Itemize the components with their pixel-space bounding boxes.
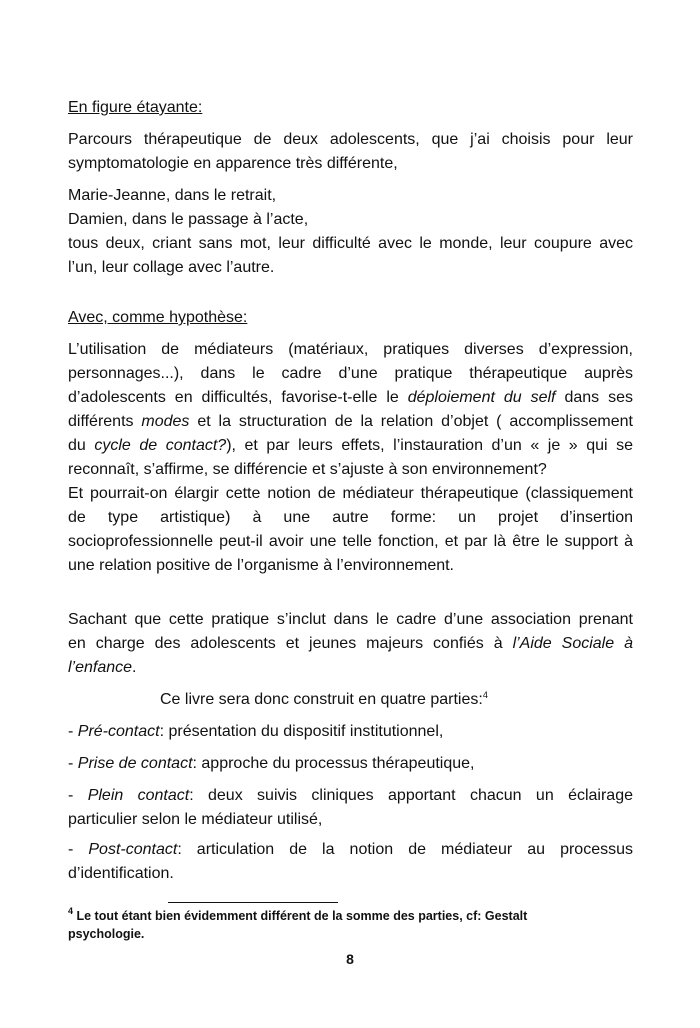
text-segment: - (68, 841, 89, 858)
italic-text: modes (141, 413, 190, 430)
text-segment: de type artistique) à une autre forme: un projet d’insertion (68, 509, 633, 526)
section-heading: Avec, comme hypothèse: (68, 309, 248, 326)
text-segment: : présentation du dispositif institutionnel, (159, 723, 444, 740)
text-line (68, 839, 633, 861)
text-segment: une relation positive de l’organisme à l’environnement. (68, 557, 454, 574)
italic-text: cycle de contact? (94, 437, 227, 454)
text-line (68, 609, 633, 631)
text-segment: Marie-Jeanne, dans le retrait, (68, 187, 277, 204)
text-line (68, 507, 633, 529)
text-line (68, 129, 633, 151)
italic-text: déploiement du self (407, 389, 556, 406)
text-line (68, 483, 633, 505)
text-line (68, 153, 398, 175)
text-segment: particulier selon le médiateur utilisé, (68, 811, 323, 828)
text-segment: et la structuration de la relation d’objet ( accomplissement (189, 413, 633, 430)
text-line (68, 863, 174, 885)
text-line (68, 97, 202, 119)
text-segment: - (68, 787, 88, 804)
text-segment: d’identification. (68, 865, 174, 882)
text-segment: Parcours thérapeutique de deux adolescents, que j’ai choisis pour leur (68, 131, 633, 148)
text-segment: l’un, leur collage avec l’autre. (68, 259, 275, 276)
text-segment: : approche du processus thérapeutique, (192, 755, 475, 772)
text-segment: Ce livre sera donc construit en quatre parties: (160, 691, 483, 708)
text-segment: Le tout étant bien évidemment différent de la somme des parties, cf: Gestalt (73, 909, 528, 923)
text-line (68, 721, 443, 743)
text-segment: . (132, 659, 137, 676)
text-segment: du (68, 437, 95, 454)
footnote-line (68, 907, 527, 925)
text-line (68, 753, 474, 775)
text-segment: Sachant que cette pratique s’inclut dans le cadre d’une association prenant (68, 611, 633, 628)
text-segment: Damien, dans le passage à l’acte, (68, 211, 309, 228)
text-line (68, 435, 633, 457)
text-segment: différents (68, 413, 142, 430)
footnote-separator (168, 902, 338, 903)
text-segment: : articulation de la notion de médiateur au processus (177, 841, 633, 858)
text-line (68, 233, 633, 255)
text-line (68, 531, 633, 553)
italic-text: l’enfance (68, 659, 133, 676)
text-line (68, 307, 247, 329)
text-line (68, 657, 137, 679)
text-line (68, 339, 633, 361)
text-segment: : deux suivis cliniques apportant chacun un éclairage (189, 787, 633, 804)
italic-text: Pré-contact (77, 723, 160, 740)
text-segment: L’utilisation de médiateurs (matériaux, pratiques diverses d’expression, (68, 341, 633, 358)
text-line (68, 387, 633, 409)
text-segment: tous deux, criant sans mot, leur difficulté avec le monde, leur coupure avec (68, 235, 633, 252)
text-line (68, 257, 274, 279)
text-segment: - (68, 723, 78, 740)
text-line (68, 809, 322, 831)
text-line (68, 209, 308, 231)
text-line (68, 555, 454, 577)
page-number: 8 (346, 951, 354, 967)
text-segment: ), et par leurs effets, l’instauration d’un « je » qui se (226, 437, 634, 454)
text-segment: symptomatologie en apparence très différente, (68, 155, 398, 172)
italic-text: l’Aide Sociale à (512, 635, 633, 652)
text-line (68, 633, 633, 655)
text-segment: Et pourrait-on élargir cette notion de médiateur thérapeutique (classiquement (68, 485, 633, 502)
text-line (68, 363, 633, 385)
text-line (68, 185, 276, 207)
text-segment: personnages...), dans le cadre d’une pratique thérapeutique auprès (68, 365, 633, 382)
text-segment: dans ses (555, 389, 634, 406)
text-segment: socioprofessionnelle peut-il avoir une telle fonction, et par là être le support à (68, 533, 633, 550)
text-segment: en charge des adolescents et jeunes majeurs confiés à (68, 635, 513, 652)
text-line (68, 411, 633, 433)
italic-text: Post-contact (88, 841, 178, 858)
footnote-line (68, 925, 144, 943)
text-segment: d’adolescents en difficultés, favorise-t-elle le (68, 389, 408, 406)
footnote-marker: 4 (482, 690, 488, 700)
text-line (160, 689, 488, 711)
italic-text: Plein contact (87, 787, 190, 804)
italic-text: Prise de contact (77, 755, 193, 772)
section-heading: En figure étayante: (68, 99, 203, 116)
text-segment: reconnaît, s’affirme, se différencie et s’ajuste à son environnement? (68, 461, 547, 478)
text-segment: psychologie. (68, 927, 145, 941)
text-line (68, 459, 547, 481)
text-line (68, 785, 633, 807)
footnote-marker: 4 (68, 906, 74, 916)
text-segment: - (68, 755, 78, 772)
